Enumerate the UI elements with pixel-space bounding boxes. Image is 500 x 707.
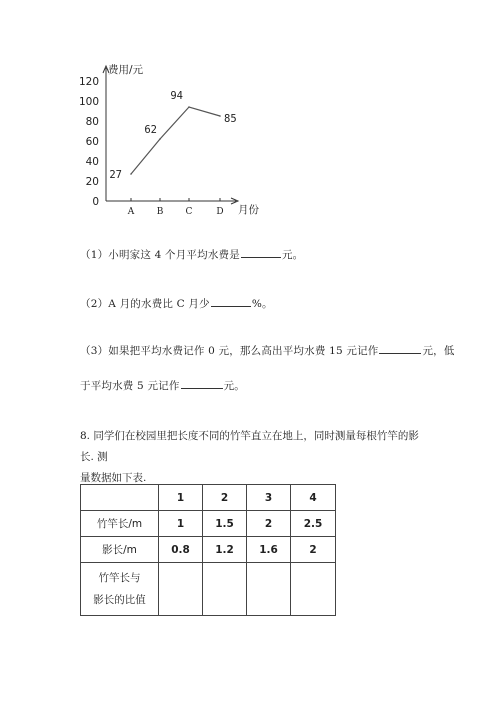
y-tick-label: 20 bbox=[85, 176, 99, 188]
question-3-unit: 元，低 bbox=[422, 345, 455, 357]
data-point bbox=[219, 115, 221, 117]
y-tick-label: 40 bbox=[85, 156, 99, 168]
question-3-unit-2: 元。 bbox=[223, 380, 245, 392]
y-tick-label: 100 bbox=[78, 96, 99, 108]
table-header-row bbox=[81, 485, 336, 511]
data-point bbox=[130, 173, 132, 175]
x-tick-label: C bbox=[185, 207, 193, 217]
table-header-cell: 2 bbox=[203, 485, 247, 511]
answer-blank[interactable] bbox=[241, 247, 281, 258]
question-3-line-2 bbox=[80, 378, 245, 393]
question-2-unit: %。 bbox=[251, 298, 273, 310]
answer-cell[interactable] bbox=[203, 563, 247, 616]
question-3-line-1 bbox=[80, 343, 455, 358]
table-cell: 1 bbox=[159, 511, 203, 537]
table-cell: 1.2 bbox=[203, 537, 247, 563]
row-label bbox=[81, 563, 159, 616]
data-label: 85 bbox=[224, 113, 237, 125]
table-header-cell: 4 bbox=[291, 485, 336, 511]
data-label: 27 bbox=[109, 169, 122, 181]
data-label: 94 bbox=[170, 90, 183, 102]
table-cell: 1.6 bbox=[247, 537, 291, 563]
question-2 bbox=[80, 296, 273, 311]
row-label: 影长/m bbox=[81, 537, 159, 563]
problem-8-line-1: 8. 同学们在校园里把长度不同的竹竿直立在地上，同时测量每根竹竿的影长. 测 bbox=[80, 430, 419, 463]
line-chart bbox=[0, 0, 500, 230]
data-point bbox=[188, 106, 190, 108]
y-tick-label: 80 bbox=[85, 116, 99, 128]
table-cell: 2 bbox=[291, 537, 336, 563]
problem-8-text bbox=[80, 426, 430, 489]
question-2-text: （2）A 月的水费比 C 月少 bbox=[80, 298, 210, 310]
answer-cell[interactable] bbox=[159, 563, 203, 616]
chart-ticks bbox=[79, 76, 224, 217]
question-1 bbox=[80, 247, 303, 262]
table-cell: 2 bbox=[247, 511, 291, 537]
answer-cell[interactable] bbox=[247, 563, 291, 616]
question-1-unit: 元。 bbox=[281, 249, 304, 261]
answer-blank[interactable] bbox=[379, 343, 421, 354]
measurement-table bbox=[80, 484, 336, 616]
y-tick-label: 120 bbox=[78, 76, 99, 88]
row-label-line-1: 竹竿长与 bbox=[98, 572, 141, 584]
chart-axes bbox=[103, 66, 238, 204]
y-tick-label: 0 bbox=[92, 196, 99, 208]
table-header-cell: 1 bbox=[159, 485, 203, 511]
table-header-cell: 3 bbox=[247, 485, 291, 511]
y-axis-label: 费用/元 bbox=[108, 64, 144, 76]
chart-series bbox=[109, 90, 236, 181]
series-line bbox=[131, 107, 220, 174]
y-tick-label: 60 bbox=[85, 136, 99, 148]
answer-blank[interactable] bbox=[181, 378, 223, 389]
x-tick-label: B bbox=[156, 207, 164, 217]
x-tick-label: D bbox=[216, 207, 224, 217]
table-row bbox=[81, 511, 336, 537]
data-point bbox=[159, 138, 161, 140]
table-cell: 0.8 bbox=[159, 537, 203, 563]
table-row bbox=[81, 563, 336, 616]
row-label: 竹竿长/m bbox=[81, 511, 159, 537]
question-3-text-2: 于平均水费 5 元记作 bbox=[80, 380, 180, 392]
table-row bbox=[81, 537, 336, 563]
data-label: 62 bbox=[144, 124, 157, 136]
table-cell bbox=[81, 485, 159, 511]
answer-cell[interactable] bbox=[291, 563, 336, 616]
answer-blank[interactable] bbox=[211, 296, 251, 307]
x-axis-label: 月份 bbox=[238, 204, 259, 216]
table-cell: 1.5 bbox=[203, 511, 247, 537]
question-1-text: （1）小明家这 4 个月平均水费是 bbox=[80, 249, 240, 261]
row-label-line-2: 影长的比值 bbox=[93, 594, 146, 606]
problem-8-line-2: 量数据如下表. bbox=[80, 472, 147, 484]
table-cell: 2.5 bbox=[291, 511, 336, 537]
x-tick-label: A bbox=[127, 207, 135, 217]
question-3-text: （3）如果把平均水费记作 0 元，那么高出平均水费 15 元记作 bbox=[80, 345, 379, 357]
